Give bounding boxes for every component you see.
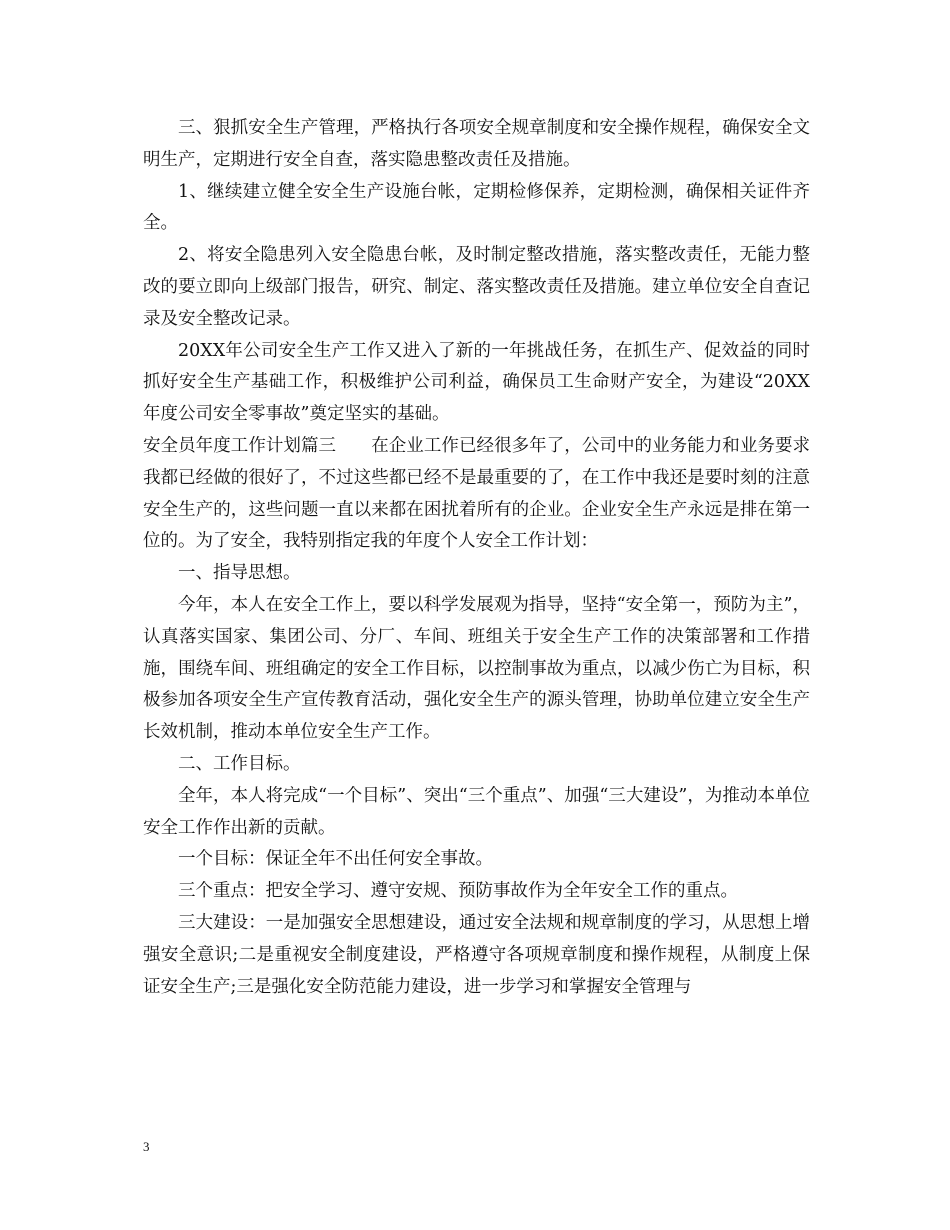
paragraph-three-priorities: 三个重点：把安全学习、遵守安规、预防事故作为全年安全工作的重点。	[178, 881, 738, 902]
paragraph-annual-summary: 20XX年公司安全生产工作又进入了新的一年挑战任务，在抓生产、促效益的同时抓好安全生产基础工作，积极维护公司利益，确保员工生命财产安全，为建设“20XX年度公司安全零事故”奠定坚实的基础。	[143, 340, 810, 425]
paragraph-section-three: 三、狠抓安全生产管理，严格执行各项安全规章制度和安全操作规程，确保安全文明生产，定期进行安全自查，落实隐患整改责任及措施。	[143, 118, 810, 170]
paragraph-work-goals: 全年，本人将完成“一个目标”、突出“三个重点”、加强“三大建设”，为推动本单位安全工作作出新的贡献。	[143, 785, 810, 838]
paragraph-item-2: 2、将安全隐患列入安全隐患台帐，及时制定整改措施，落实整改责任，无能力整改的要立即向上级部门报告，研究、制定、落实整改责任及措施。建立单位安全自查记录及安全整改记录。	[143, 245, 810, 329]
paragraph-item-1: 1、继续建立健全安全生产设施台帐，定期检修保养，定期检测，确保相关证件齐全。	[143, 181, 810, 234]
paragraph-three-constructions: 三大建设：一是加强安全思想建设，通过安全法规和规章制度的学习，从思想上增强安全意识;二是重视安全制度建设，严格遵守各项规章制度和操作规程，从制度上保证安全生产;三是强化安全防范能力建设，进一步学习和掌握安全管理与	[143, 912, 810, 997]
heading-guiding-ideology: 一、指导思想。	[178, 563, 301, 584]
page-number: 3	[143, 1139, 150, 1154]
heading-work-goals: 二、工作目标。	[178, 753, 301, 774]
paragraph-one-goal: 一个目标：保证全年不出任何安全事故。	[178, 849, 493, 870]
paragraph-guiding-ideology: 今年，本人在安全工作上，要以科学发展观为指导，坚持“安全第一，预防为主”，认真落实国家、集团公司、分厂、车间、班组关于安全生产工作的决策部署和工作措施，围绕车间、班组确定的安全工作目标，以控制事故为重点，以减少伤亡为目标，积极参加各项安全生产宣传教育活动，强化安全生产的源头管理，协助单位建立安全生产长效机制，推动本单位安全生产工作。	[143, 594, 810, 743]
document-body	[143, 113, 810, 1003]
paragraph-part-three-intro: 安全员年度工作计划篇三 在企业工作已经很多年了，公司中的业务能力和业务要求我都已经做的很好了，不过这些都已经不是最重要的了，在工作中我还是要时刻的注意安全生产的，这些问题一直以来都在困扰着所有的企业。企业安全生产永远是排在第一位的。为了安全，我特别指定我的年度个人安全工作计划：	[143, 435, 810, 552]
